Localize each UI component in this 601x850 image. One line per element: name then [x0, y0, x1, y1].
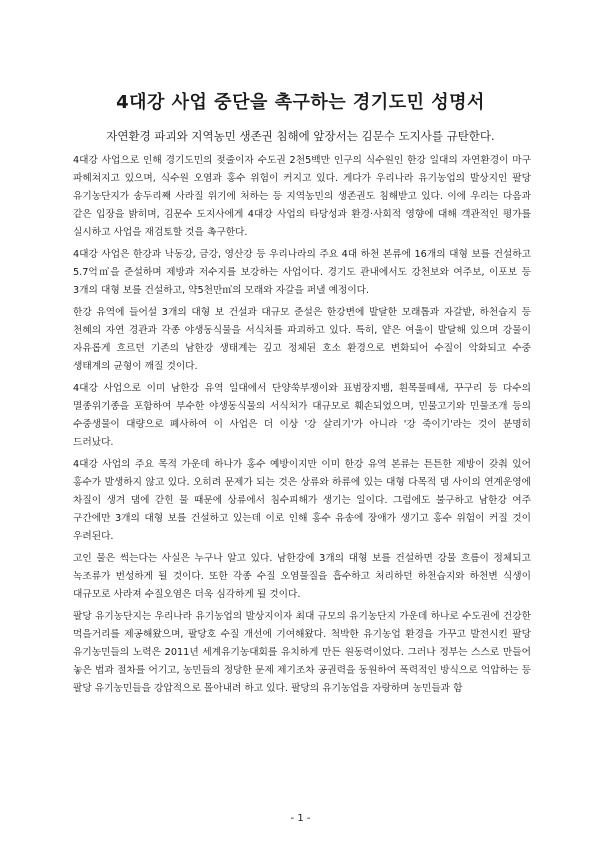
document-subtitle: 자연환경 파괴와 지역농민 생존권 침해에 앞장서는 김문수 도지사를 규탄한다. — [106, 129, 495, 143]
body-paragraph: 4대강 사업은 한강과 낙동강, 금강, 영산강 등 우리나라의 주요 4대 하천 본류에 16개의 대형 보를 건설하고 5.7억㎥을 준설하며 제방과 저수지를 보강하는 사업이다. 경기도 관내에서도 강천보와 여주보, 이포보 등 3개의 대형 보를 건설하고, 약5천만㎥의 모래와 자갈을 퍼낼 예정이다. — [73, 249, 531, 296]
body-paragraph: 고인 물은 썩는다는 사실은 누구나 알고 있다. 남한강에 3개의 대형 보를 건설하면 강물 흐름이 정체되고 녹조류가 번성하게 될 것이다. 또한 각종 수질 오염물질을 흡수하고 처리하던 하천습지와 하천변 식생이 대규모로 사라져 수질오염은 더욱 심각하게 될 것이다. — [73, 553, 531, 600]
document-body — [73, 152, 531, 702]
body-paragraph: 4대강 사업으로 이미 남한강 유역 일대에서 단양쑥부쟁이와 표범장지뱀, 흰목물떼새, 꾸구리 등 다수의 멸종위기종을 포함하여 부수한 야생동식물의 서식처가 대규모로 훼손되었으며, 민물고기와 민물조개 등의 수중생물이 대량으로 폐사하여 이 사업은 더 이상 '강 살리기'가 아니라 '강 죽이기'라는 것이 분명히 드러났다. — [73, 383, 531, 448]
body-paragraph: 4대강 사업으로 인해 경기도민의 젖줄이자 수도권 2천5백만 인구의 식수원인 한강 일대의 자연환경이 마구 파헤쳐지고 있으며, 식수원 오염과 홍수 위험이 커지고 있다. 게다가 우리나라 유기농업의 발상지인 팔당 유기농단지가 송두리째 사라질 위기에 처하는 등 지역농민의 생존권도 침해받고 있다. 이에 우리는 다음과 같은 입장을 밝히며, 김문수 도지사에게 4대강 사업의 타당성과 환경·사회적 영향에 대해 객관적인 평가를 실시하고 사업을 재검토할 것을 촉구한다. — [73, 155, 531, 238]
page-number: - 1 - — [290, 813, 311, 824]
body-paragraph: 4대강 사업의 주요 목적 가운데 하나가 홍수 예방이지만 이미 한강 유역 본류는 튼튼한 제방이 갖춰 있어 홍수가 발생하지 않고 있다. 오히려 문제가 되는 것은 상류와 하류에 있는 대형 다목적 댐 사이의 연계운영에 차질이 생겨 댐에 갇힌 물 때문에 상류에서 침수피해가 생기는 일이다. 그럼에도 불구하고 남한강 여주 구간에만 3개의 대형 보를 건설하고 있는데 이로 인해 홍수 유송에 장애가 생기고 홍수 위험이 커질 것이 우려된다. — [73, 459, 531, 542]
document-title: 4대강 사업 중단을 촉구하는 경기도민 성명서 — [116, 92, 485, 113]
body-paragraph: 팔당 유기농단지는 우리나라 유기농업의 발상지이자 최대 규모의 유기농단지 가운데 하나로 수도권에 건강한 먹을거리를 제공해왔으며, 팔당호 수질 개선에 기여해왔다. 척박한 유기농업 환경을 가꾸고 발전시킨 팔당 유기농민들의 노력은 2011년 세계유기농대회를 유치하게 만든 원동력이었다. 그러나 정부는 스스로 만들어 놓은 법과 절차를 어기고, 농민들의 정당한 문제 제기조차 공권력을 동원하여 폭력적인 방식으로 억압하는 등 팔당 유기농민들을 강압적으로 몰아내려 하고 있다. 팔당의 유기농업을 자랑하며 농민들과 함 — [73, 611, 531, 694]
body-paragraph: 한강 유역에 들어설 3개의 대형 보 건설과 대규모 준설은 한강변에 발달한 모래톱과 자갈밭, 하천습지 등 천혜의 자연 경관과 각종 야생동식물을 서식처를 파괴하고 있다. 특히, 얕은 여울이 발달해 있으며 강물이 자유롭게 흐르던 기존의 남한강 생태계는 깊고 정체된 호소 환경으로 변화되어 수질이 악화되고 수중 생태계의 균형이 깨질 것이다. — [73, 307, 531, 372]
